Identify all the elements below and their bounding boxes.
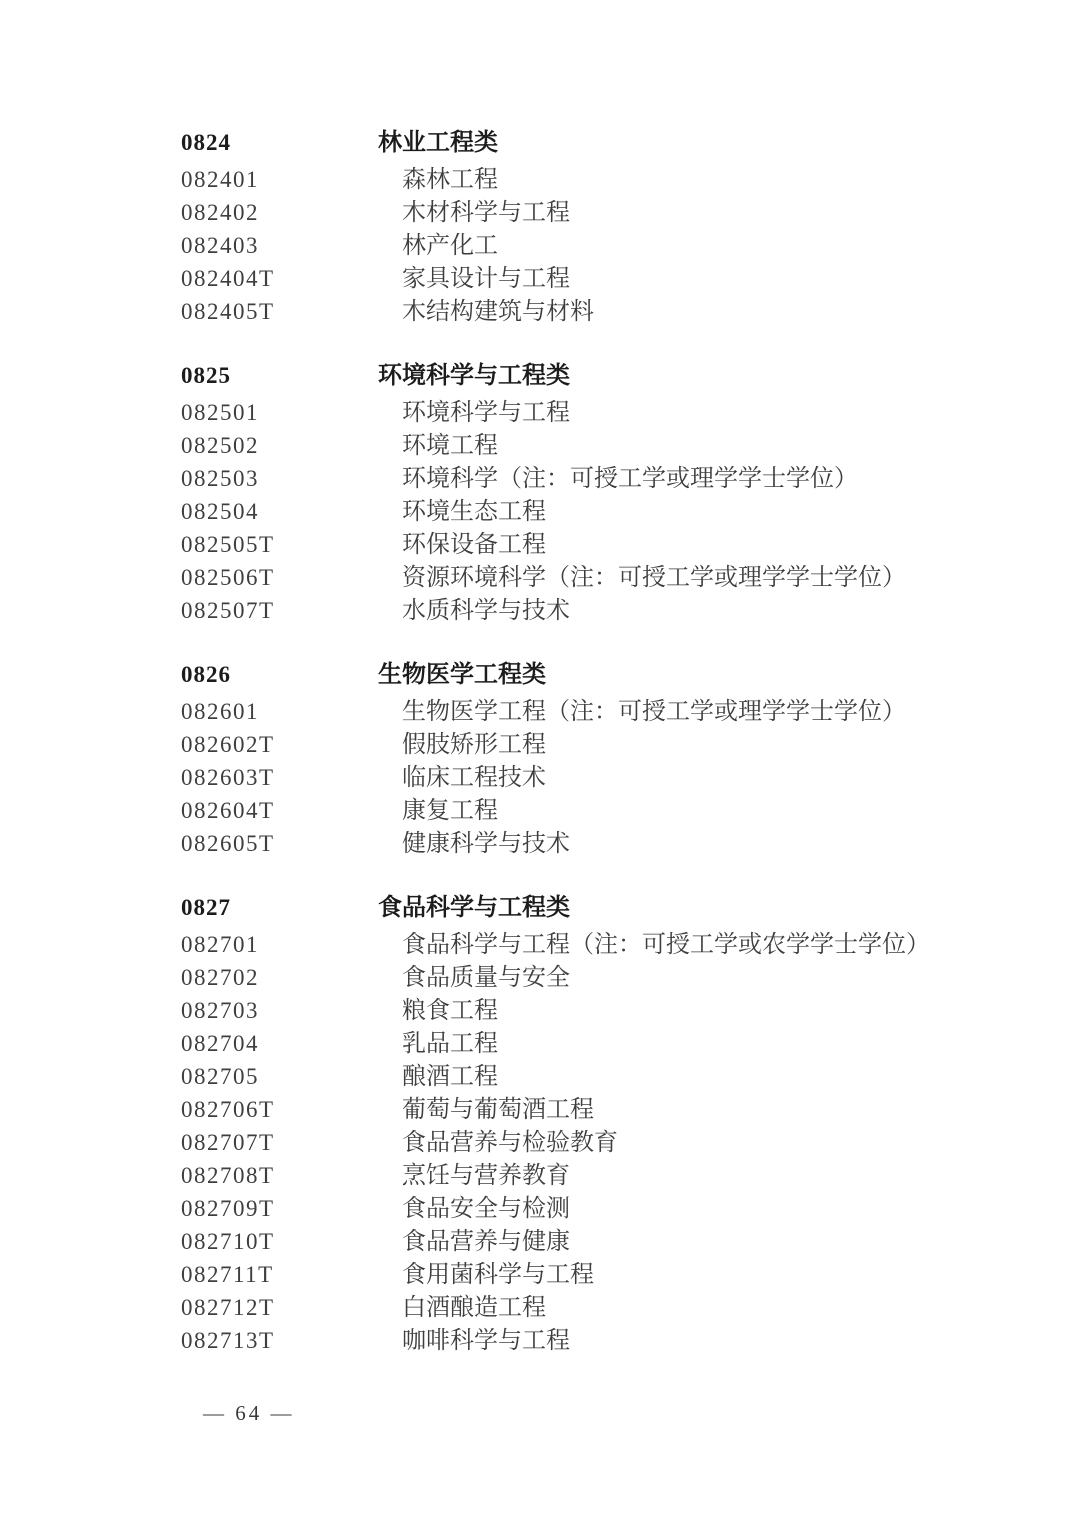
major-code: 082709T	[181, 1196, 275, 1221]
category-header-row	[181, 658, 1020, 691]
major-name: 假肢矫形工程	[402, 732, 546, 758]
category-title: 生物医学工程类	[378, 662, 546, 688]
major-code: 082503	[181, 466, 259, 491]
major-row	[181, 961, 1020, 994]
major-row	[181, 994, 1020, 1027]
major-code: 082402	[181, 200, 259, 225]
category-header-row	[181, 891, 1020, 924]
major-code: 082703	[181, 998, 259, 1023]
major-row	[181, 1027, 1020, 1060]
major-name: 食品质量与安全	[402, 965, 570, 991]
major-code: 082507T	[181, 598, 275, 623]
major-catalog	[181, 126, 1020, 1357]
major-name: 环境工程	[402, 433, 498, 459]
major-name: 康复工程	[402, 798, 498, 824]
major-code: 082504	[181, 499, 259, 524]
major-row	[181, 794, 1020, 827]
page-footer	[203, 1401, 295, 1426]
major-row	[181, 429, 1020, 462]
major-name: 烹饪与营养教育	[402, 1163, 570, 1189]
major-row	[181, 196, 1020, 229]
major-code: 082502	[181, 433, 259, 458]
major-name: 葡萄与葡萄酒工程	[402, 1097, 594, 1123]
major-code: 082711T	[181, 1262, 274, 1287]
major-name: 白酒酿造工程	[402, 1295, 546, 1321]
major-code: 082603T	[181, 765, 275, 790]
major-name: 环境生态工程	[402, 499, 546, 525]
major-name: 咖啡科学与工程	[402, 1328, 570, 1354]
major-code: 082602T	[181, 732, 275, 757]
major-code: 082506T	[181, 565, 275, 590]
major-row	[181, 396, 1020, 429]
major-name: 木结构建筑与材料	[402, 299, 594, 325]
major-row	[181, 295, 1020, 328]
major-code: 082405T	[181, 299, 275, 324]
major-row	[181, 163, 1020, 196]
major-code: 082601	[181, 699, 259, 724]
major-code: 082702	[181, 965, 259, 990]
category-code: 0826	[181, 662, 231, 687]
major-code: 082708T	[181, 1163, 275, 1188]
major-category-section	[181, 359, 1020, 627]
major-row	[181, 1324, 1020, 1357]
major-code: 082604T	[181, 798, 275, 823]
major-row	[181, 1093, 1020, 1126]
major-code: 082710T	[181, 1229, 275, 1254]
major-name: 食用菌科学与工程	[402, 1262, 594, 1288]
major-name: 食品营养与检验教育	[402, 1130, 618, 1156]
major-code: 082401	[181, 167, 259, 192]
major-row	[181, 928, 1020, 961]
major-name: 食品科学与工程（注：可授工学或农学学士学位）	[402, 932, 930, 958]
category-code: 0827	[181, 895, 231, 920]
major-name: 森林工程	[402, 167, 498, 193]
major-row	[181, 1126, 1020, 1159]
major-name: 环境科学与工程	[402, 400, 570, 426]
category-title: 林业工程类	[378, 130, 498, 156]
major-row	[181, 561, 1020, 594]
major-category-section	[181, 126, 1020, 328]
major-row	[181, 1291, 1020, 1324]
major-code: 082705	[181, 1064, 259, 1089]
major-name: 林产化工	[402, 233, 498, 259]
major-row	[181, 1192, 1020, 1225]
category-code: 0824	[181, 130, 231, 155]
major-name: 酿酒工程	[402, 1064, 498, 1090]
major-name: 环境科学（注：可授工学或理学学士学位）	[402, 466, 858, 492]
major-code: 082704	[181, 1031, 259, 1056]
major-name: 资源环境科学（注：可授工学或理学学士学位）	[402, 565, 906, 591]
category-header-row	[181, 126, 1020, 159]
major-row	[181, 262, 1020, 295]
major-row	[181, 528, 1020, 561]
major-code: 082605T	[181, 831, 275, 856]
major-name: 粮食工程	[402, 998, 498, 1024]
page-number: — 64 —	[203, 1401, 295, 1425]
major-row	[181, 1225, 1020, 1258]
major-code: 082713T	[181, 1328, 275, 1353]
major-category-section	[181, 658, 1020, 860]
major-name: 生物医学工程（注：可授工学或理学学士学位）	[402, 699, 906, 725]
major-code: 082403	[181, 233, 259, 258]
major-code: 082707T	[181, 1130, 275, 1155]
major-row	[181, 695, 1020, 728]
category-title: 食品科学与工程类	[378, 895, 570, 921]
major-row	[181, 495, 1020, 528]
category-title: 环境科学与工程类	[378, 363, 570, 389]
major-name: 环保设备工程	[402, 532, 546, 558]
major-code: 082706T	[181, 1097, 275, 1122]
major-row	[181, 1258, 1020, 1291]
major-row	[181, 728, 1020, 761]
major-name: 乳品工程	[402, 1031, 498, 1057]
major-row	[181, 761, 1020, 794]
major-name: 水质科学与技术	[402, 598, 570, 624]
category-header-row	[181, 359, 1020, 392]
major-code: 082701	[181, 932, 259, 957]
major-row	[181, 1159, 1020, 1192]
major-code: 082505T	[181, 532, 275, 557]
major-row	[181, 229, 1020, 262]
major-code: 082501	[181, 400, 259, 425]
major-name: 木材科学与工程	[402, 200, 570, 226]
major-row	[181, 1060, 1020, 1093]
major-row	[181, 462, 1020, 495]
major-name: 家具设计与工程	[402, 266, 570, 292]
major-code: 082404T	[181, 266, 275, 291]
major-row	[181, 594, 1020, 627]
category-code: 0825	[181, 363, 231, 388]
major-category-section	[181, 891, 1020, 1357]
major-name: 临床工程技术	[402, 765, 546, 791]
major-name: 食品安全与检测	[402, 1196, 570, 1222]
major-name: 健康科学与技术	[402, 831, 570, 857]
major-code: 082712T	[181, 1295, 275, 1320]
major-name: 食品营养与健康	[402, 1229, 570, 1255]
major-row	[181, 827, 1020, 860]
